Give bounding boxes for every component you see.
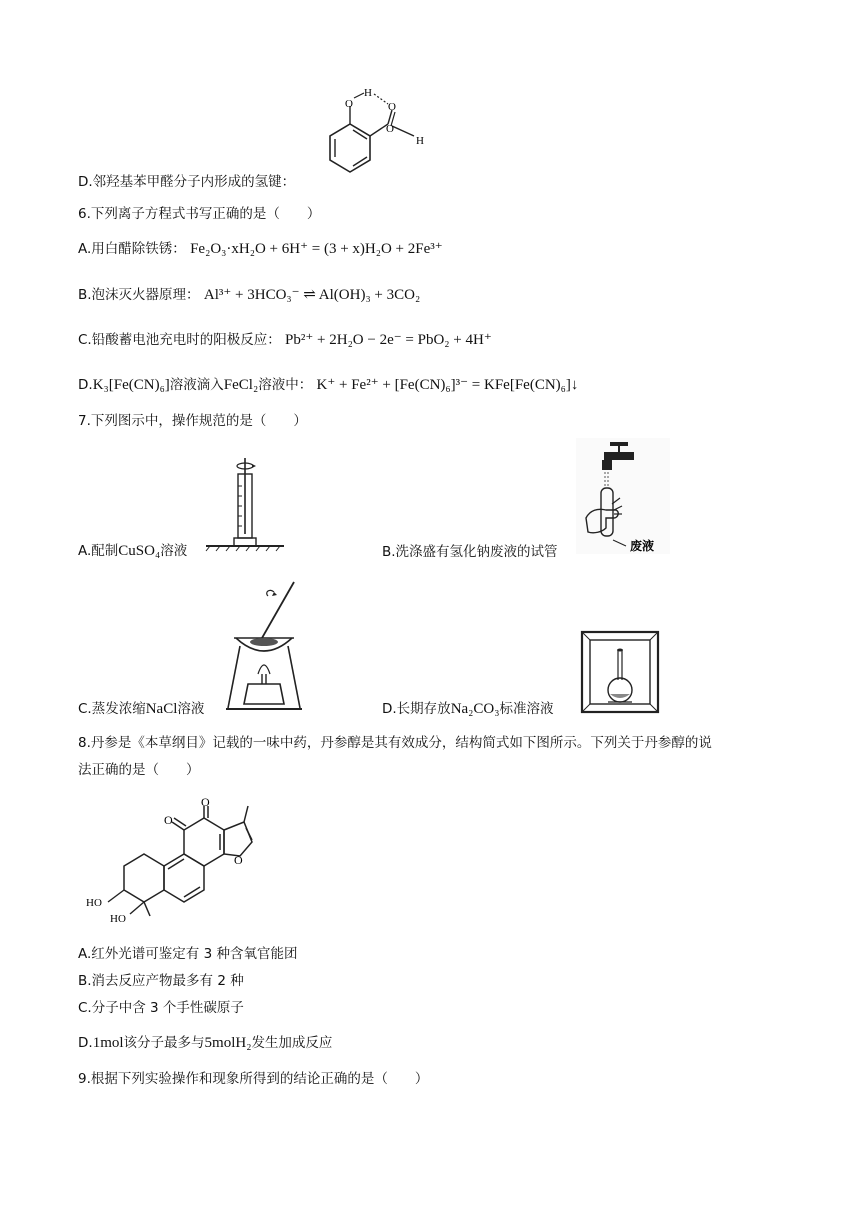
- q6-option-c: [78, 330, 492, 350]
- q6-b-label: B.泡沫灭火器原理：: [78, 287, 200, 303]
- q6-b-equation: Al³⁺ + 3HCO₃⁻ ⇌ Al(OH)₃ + 3CO₂: [203, 287, 421, 303]
- q7-d-text: D.长期存放: [382, 701, 451, 717]
- q5-option-d: D.邻羟基苯甲醛分子内形成的氢键：: [78, 174, 296, 190]
- q7-option-c: [78, 699, 204, 719]
- q6-c-equation: Pb²⁺ + 2H₂O − 2e⁻ = PbO₂ + 4H⁺: [285, 332, 492, 348]
- o-hydroxyl-label: O: [345, 98, 353, 110]
- q7-option-b: B.洗涤盛有氢化钠废液的试管: [382, 544, 558, 560]
- q8-option-b: B.消去反应产物最多有 2 种: [78, 973, 244, 989]
- h-hydroxyl-label: H: [364, 87, 372, 99]
- q7-c-formula: NaCl: [145, 701, 178, 717]
- q7-a-formula: CuSO₄: [118, 543, 161, 559]
- q8-option-d: [78, 1033, 332, 1053]
- q6-d-formula-2: FeCl₂: [223, 377, 259, 393]
- q7-d-formula: Na₂CO₃: [450, 701, 500, 717]
- q8-stem-line-2: 法正确的是（ ）: [78, 762, 200, 778]
- figure-d-volumetric-flask-cabinet: [580, 630, 660, 714]
- danshenol-structure: [80, 792, 270, 928]
- o-aldehyde-label: O: [386, 123, 394, 135]
- figure-c-evaporation-setup: [222, 574, 306, 714]
- q7-d-tail: 标准溶液: [499, 701, 554, 717]
- o-carbonyl-left-label: O: [164, 813, 173, 827]
- q7-c-tail: 溶液: [177, 701, 205, 717]
- o-carbonyl-top-label: O: [201, 795, 210, 809]
- hydroxyl-label-1: HO: [86, 897, 102, 909]
- q6-a-equation: Fe₂O₃·xH₂O + 6H⁺ = (3 + x)H₂O + 2Fe³⁺: [190, 241, 443, 257]
- q6-option-b: [78, 285, 420, 305]
- q8-d-text-2: 该分子最多与: [123, 1035, 205, 1051]
- q8-stem-line-1: 8.丹参是《本草纲目》记载的一味中药，丹参醇是其有效成分，结构简式如下图所示。下列关于丹参醇的说: [78, 735, 712, 751]
- q8-option-a: A.红外光谱可鉴定有 3 种含氧官能团: [78, 946, 298, 962]
- q7-option-d: [382, 699, 553, 719]
- q7-stem: 7.下列图示中，操作规范的是（ ）: [78, 413, 307, 429]
- q8-d-formula-2: 5molH₂: [204, 1035, 252, 1051]
- figure-a-graduated-cylinder: [206, 452, 286, 552]
- q6-stem: 6.下列离子方程式书写正确的是（ ）: [78, 206, 321, 222]
- o-carbonyl-label: O: [388, 101, 396, 113]
- q8-d-formula-1: 1mol: [92, 1035, 124, 1051]
- q7-a-tail: 溶液: [160, 543, 188, 559]
- q7-c-text: C.蒸发浓缩: [78, 701, 146, 717]
- q6-a-label: A.用白醋除铁锈：: [78, 241, 186, 257]
- q7-a-text: A.配制: [78, 543, 119, 559]
- hydroxyl-label-2: HO: [110, 913, 126, 925]
- q6-option-d: [78, 375, 578, 395]
- q6-d-label-3: 溶液中：: [258, 377, 313, 393]
- q6-d-label-2: 溶液滴入: [169, 377, 224, 393]
- q6-d-label-1: D.: [78, 377, 93, 393]
- q8-option-c: C.分子中含 3 个手性碳原子: [78, 1000, 244, 1016]
- waste-liquid-label: 废液: [630, 539, 655, 553]
- h-aldehyde-label: H: [416, 135, 424, 147]
- q8-d-text-1: D.: [78, 1035, 93, 1051]
- q9-stem: 9.根据下列实验操作和现象所得到的结论正确的是（ ）: [78, 1071, 429, 1087]
- q8-d-text-3: 发生加成反应: [251, 1035, 333, 1051]
- q7-option-a: [78, 541, 187, 561]
- q6-d-formula-1: K₃[Fe(CN)₆]: [92, 377, 170, 393]
- salicylaldehyde-structure: [318, 84, 438, 184]
- o-furan-label: O: [234, 853, 243, 867]
- figure-b-faucet-test-tube: [576, 438, 672, 558]
- q6-c-label: C.铅酸蓄电池充电时的阳极反应：: [78, 332, 281, 348]
- q6-d-equation: K⁺ + Fe²⁺ + [Fe(CN)₆]³⁻ = KFe[Fe(CN)₆]↓: [316, 377, 579, 393]
- q6-option-a: [78, 239, 443, 259]
